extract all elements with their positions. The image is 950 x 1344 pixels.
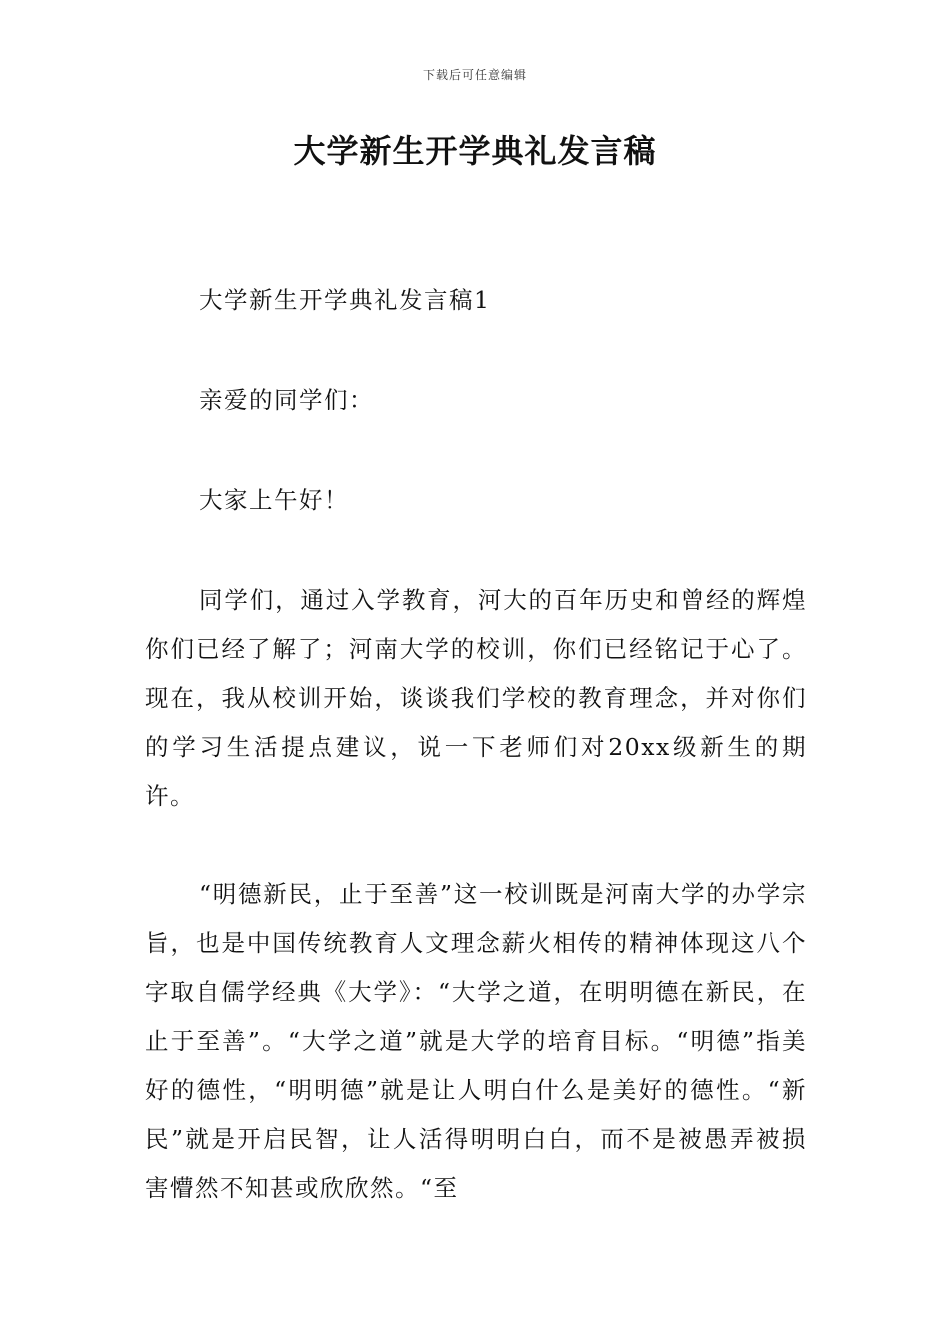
body-paragraph-1: 同学们，通过入学教育，河大的百年历史和曾经的辉煌你们已经了解了；河南大学的校训，你们已经铭记于心了。现在，我从校训开始，谈谈我们学校的教育理念，并对你们的学习生活提点建议，说一下老师们对20xx级新生的期许。 — [145, 586, 807, 810]
greeting-paragraph: 亲爱的同学们： — [199, 386, 375, 414]
document-title: 大学新生开学典礼发言稿 — [293, 132, 657, 170]
hello-paragraph: 大家上午好！ — [199, 486, 350, 514]
header-note: 下载后可任意编辑 — [422, 68, 527, 82]
speech-heading: 大学新生开学典礼发言稿1 — [199, 286, 491, 314]
body-paragraph-2: “明德新民，止于至善”这一校训既是河南大学的办学宗旨，也是中国传统教育人文理念薪火相传的精神体现这八个字取自儒学经典《大学》：“大学之道，在明明德在新民，在止于至善”。“大学之道”就是大学的培育目标。“明德”指美好的德性，“明明德”就是让人明白什么是美好的德性。“新民”就是开启民智，让人活得明明白白，而不是被愚弄被损害懵然不知甚或欣欣然。“至 — [145, 880, 807, 1202]
